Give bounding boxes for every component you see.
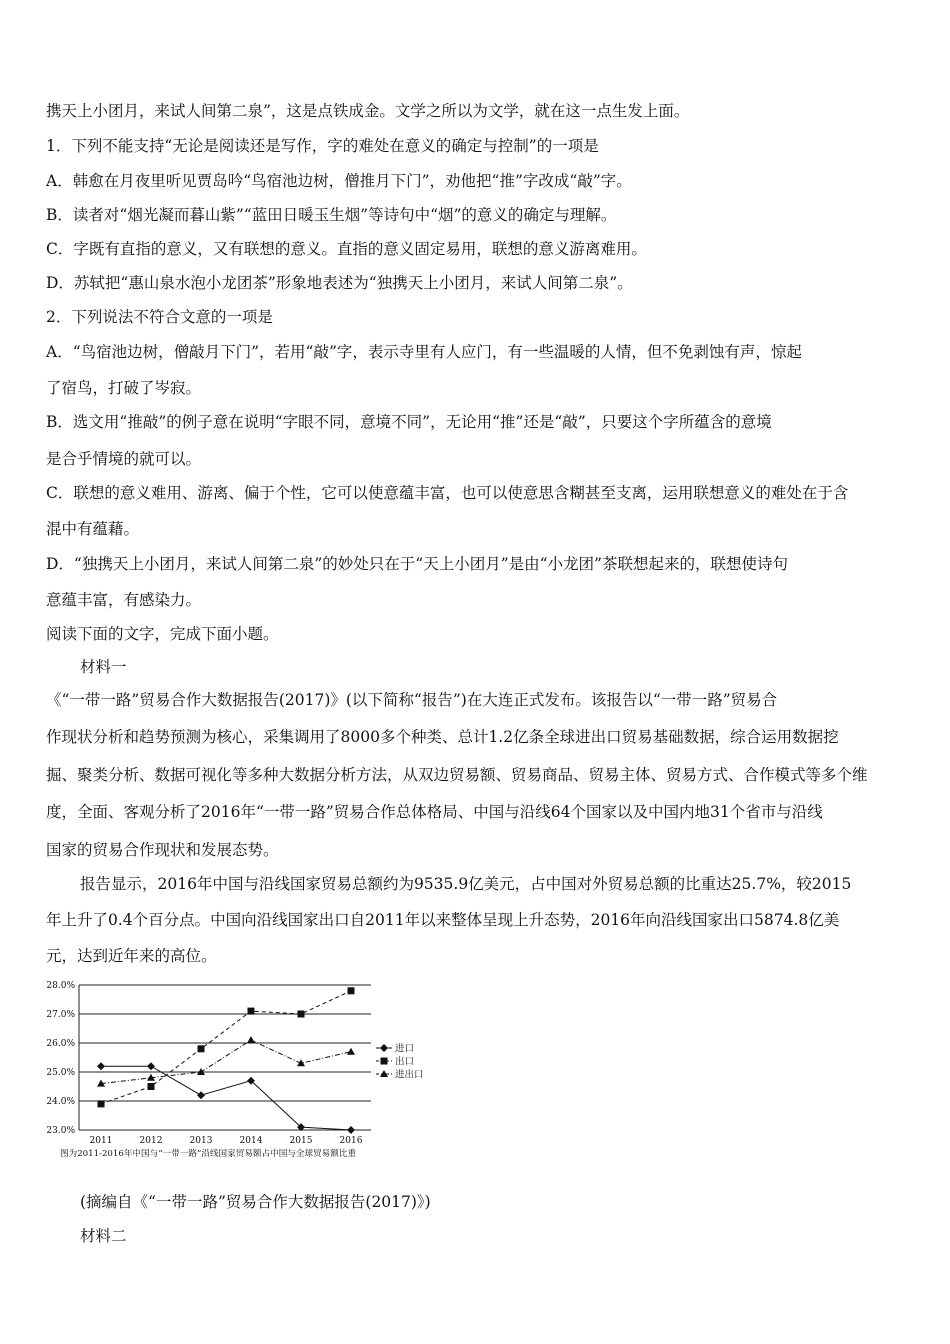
question-2-stem: 2．下列说法不符合文意的一项是 <box>46 308 273 326</box>
question-2-option-c-cont: 混中有蕴藉。 <box>46 520 140 538</box>
question-1-option-b: B．读者对“烟光凝而暮山紫”“蓝田日暖玉生烟”等诗句中“烟”的意义的确定与理解。 <box>46 206 617 224</box>
question-1-option-a: A．韩愈在月夜里听见贾岛吟“鸟宿池边树，僧推月下门”，劝他把“推”字改成“敲”字。 <box>46 172 632 190</box>
data-point-diamond <box>197 1091 205 1099</box>
question-1-option-d: D．苏轼把“惠山泉水泡小龙团茶”形象地表述为“独携天上小团月，来试人间第二泉”。 <box>46 274 633 292</box>
y-tick-label: 23.0% <box>46 1126 75 1136</box>
legend-label: 出口 <box>395 1056 415 1068</box>
question-2-option-b: B．选文用“推敲”的例子意在说明“字眼不同，意境不同”，无论用“推”还是“敲”，只要这个字所蕴含的意境 <box>46 413 772 431</box>
material-1-p1-line2: 作现状分析和趋势预测为核心，采集调用了8000多个种类、总计1.2亿条全球进出口贸易基础数据，综合运用数据挖 <box>46 728 839 746</box>
data-point-square <box>198 1045 205 1052</box>
y-tick-label: 25.0% <box>46 1068 75 1078</box>
data-point-square <box>148 1083 155 1090</box>
series-line-triangle <box>101 1040 351 1084</box>
question-2-option-d: D．“独携天上小团月，来试人间第二泉”的妙处只在于“天上小团月”是由“小龙团”茶联想起来的，联想使诗句 <box>46 555 788 573</box>
material-1-p1-line4: 度，全面、客观分析了2016年“一带一路”贸易合作总体格局、中国与沿线64个国家以及中国内地31个省市与沿线 <box>46 803 823 821</box>
series-line-square <box>101 991 351 1104</box>
data-point-diamond <box>97 1062 105 1070</box>
y-tick-label: 27.0% <box>46 1010 75 1020</box>
question-2-option-a-cont: 了宿鸟，打破了岑寂。 <box>46 379 202 397</box>
data-point-square <box>348 987 355 994</box>
question-1-stem: 1．下列不能支持“无论是阅读还是写作，字的难处在意义的确定与控制”的一项是 <box>46 137 599 155</box>
question-1-option-c: C．字既有直指的意义，又有联想的意义。直指的意义固定易用，联想的意义游离难用。 <box>46 240 647 258</box>
trade-share-line-chart <box>40 972 440 1168</box>
legend-label: 进口 <box>395 1043 415 1055</box>
chart-caption: 图为2011-2016年中国与“一带一路”沿线国家贸易额占中国与全球贸易额比重 <box>60 1149 357 1159</box>
data-point-diamond <box>347 1126 355 1134</box>
data-point-square <box>248 1008 255 1015</box>
question-2-option-c: C．联想的意义难用、游离、偏于个性，它可以使意蕴丰富，也可以使意思含糊甚至支离，运用联想意义的难处在于含 <box>46 484 849 502</box>
data-point-triangle <box>247 1036 255 1043</box>
material-1-p2-line1: 报告显示，2016年中国与沿线国家贸易总额约为9535.9亿美元，占中国对外贸易总额的比重达25.7%，较2015 <box>80 875 852 893</box>
data-point-diamond <box>147 1062 155 1070</box>
x-tick-label: 2013 <box>189 1136 213 1146</box>
question-2-option-d-cont: 意蕴丰富，有感染力。 <box>46 591 202 609</box>
material-1-p1-line1: 《“一带一路”贸易合作大数据报告(2017)》(以下简称“报告”)在大连正式发布。该报告以“一带一路”贸易合 <box>46 691 778 709</box>
legend-marker <box>381 1058 388 1065</box>
x-tick-label: 2014 <box>239 1136 263 1146</box>
y-tick-label: 24.0% <box>46 1097 75 1107</box>
question-2-option-b-cont: 是合乎情境的就可以。 <box>46 450 202 468</box>
material-1-p2-line2: 年上升了0.4个百分点。中国向沿线国家出口自2011年以来整体呈现上升态势，2016年向沿线国家出口5874.8亿美 <box>46 911 840 929</box>
legend-label: 进出口 <box>395 1069 424 1081</box>
data-point-square <box>298 1011 305 1018</box>
passage-ending: 携天上小团月，来试人间第二泉”，这是点铁成金。文学之所以为文学，就在这一点生发上面。 <box>46 102 690 120</box>
material-1-p1-line3: 掘、聚类分析、数据可视化等多种大数据分析方法，从双边贸易额、贸易商品、贸易主体、贸易方式、合作模式等多个维 <box>46 766 868 784</box>
series-line-diamond <box>101 1066 351 1130</box>
y-tick-label: 26.0% <box>46 1039 75 1049</box>
question-2-option-a: A．“鸟宿池边树，僧敲月下门”，若用“敲”字，表示寺里有人应门，有一些温暖的人情，但不免剥蚀有声，惊起 <box>46 343 802 361</box>
reading-instruction: 阅读下面的文字，完成下面小题。 <box>46 625 279 643</box>
source-citation: (摘编自《“一带一路”贸易合作大数据报告(2017)》) <box>80 1193 431 1211</box>
y-tick-label: 28.0% <box>46 981 75 991</box>
legend-marker <box>380 1044 388 1052</box>
x-tick-label: 2011 <box>89 1136 113 1146</box>
data-point-triangle <box>347 1048 355 1055</box>
data-point-square <box>98 1100 105 1107</box>
x-tick-label: 2012 <box>139 1136 163 1146</box>
x-tick-label: 2016 <box>339 1136 363 1146</box>
x-tick-label: 2015 <box>289 1136 313 1146</box>
material-1-title: 材料一 <box>80 658 127 676</box>
material-2-title: 材料二 <box>80 1227 127 1245</box>
material-1-p1-line5: 国家的贸易合作现状和发展态势。 <box>46 841 279 859</box>
material-1-p2-line3: 元，达到近年来的高位。 <box>46 947 217 965</box>
